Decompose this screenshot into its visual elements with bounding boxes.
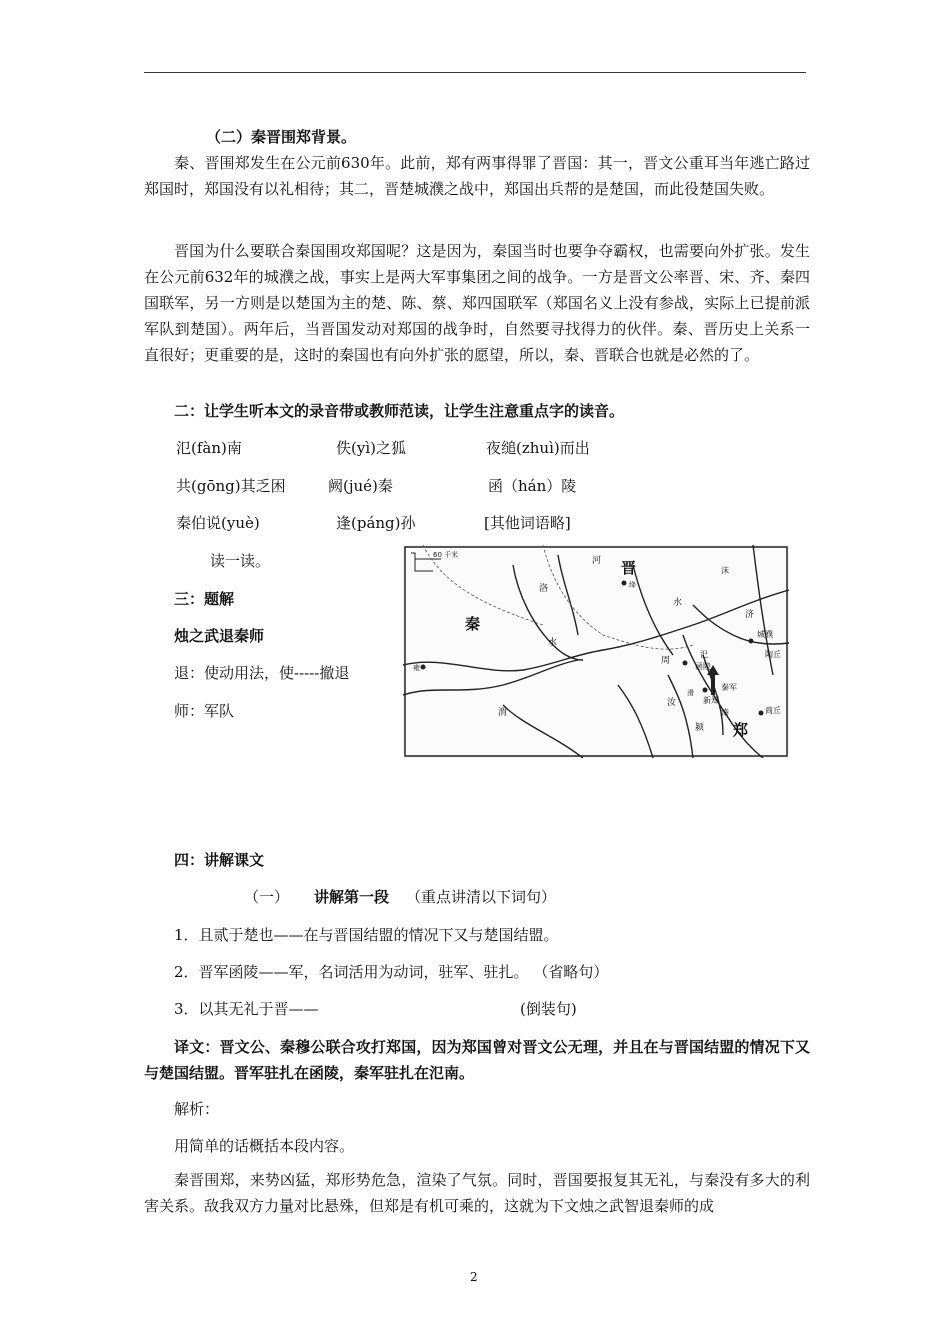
- summary-prompt: 用简单的话概括本段内容。: [174, 1137, 355, 1155]
- section2-heading: 二：让学生听本文的录音带或教师范读，让学生注意重点字的读音。: [174, 402, 625, 420]
- map-label-zheng: 郑: [733, 721, 749, 739]
- pinyin-item: [其他词语略]: [484, 514, 571, 532]
- subsection-title: 讲解第一段: [314, 888, 390, 906]
- header-rule: [144, 72, 806, 73]
- historical-map: [403, 545, 789, 758]
- pinyin-item: 阙(jué)秦: [328, 477, 393, 495]
- pinyin-item: 逢(páng)孙: [336, 514, 416, 532]
- page-number: 2: [470, 1270, 478, 1284]
- map-label: 洛: [539, 584, 549, 594]
- map-label: 雍: [413, 664, 420, 672]
- pinyin-item: 函（hán）陵: [488, 477, 577, 495]
- map-label: 陶丘: [765, 650, 781, 659]
- map-label: 滑: [687, 689, 694, 697]
- analysis-label: 解析：: [174, 1100, 220, 1118]
- map-label: 绛: [629, 581, 636, 589]
- map-label: 颍: [695, 723, 705, 733]
- subsection-number: （一）: [244, 888, 290, 906]
- pinyin-item: 秦伯说(yuè): [176, 514, 260, 532]
- map-label: 汜: [700, 650, 708, 659]
- translation: 译文：晋文公、秦穆公联合攻打郑国，因为郑国曾对晋文公无理，并且在与晋国结盟的情况下又与楚国结盟。晋军驻扎在函陵，秦军驻扎在氾南。: [144, 1038, 810, 1082]
- pinyin-item: 共(gōng)其乏困: [176, 477, 286, 495]
- subsection-note: （重点讲清以下词句）: [406, 888, 557, 906]
- vocab-item: 2．晋军函陵——军，名词活用为动词，驻军、驻扎。 （省略句）: [174, 963, 609, 981]
- background-heading: （二）秦晋围郑背景。: [206, 128, 357, 146]
- pinyin-item: 氾(fàn)南: [176, 439, 242, 457]
- map-label: 渭: [498, 708, 508, 718]
- map-label: 周: [661, 656, 671, 666]
- title-explanation-1: 退：使动用法，使-----撤退: [174, 664, 350, 682]
- map-label: 函陵: [695, 662, 711, 671]
- pinyin-item: 佚(yì)之狐: [336, 439, 406, 457]
- map-label: 河: [592, 556, 602, 566]
- section3-heading: 三：题解: [174, 590, 235, 608]
- map-label: 溱: [721, 708, 729, 717]
- vocab-item: 1．且贰于楚也——在与晋国结盟的情况下又与楚国结盟。: [174, 926, 559, 944]
- lesson-title: 烛之武退秦师: [174, 627, 265, 645]
- map-label: 济: [745, 610, 755, 620]
- map-label: 沫: [721, 566, 729, 575]
- pinyin-item: 夜缒(zhuì)而出: [486, 439, 590, 457]
- map-label: 汝: [667, 698, 677, 708]
- analysis-paragraph: 秦晋围郑，来势凶猛，郑形势危急，渲染了气氛。同时，晋国要报复其无礼，与秦没有多大的利害关系。敌我双方力量对比悬殊，但郑是有机可乘的，这就为下文烛之武智退秦师的成: [144, 1171, 810, 1215]
- map-label-qin: 秦: [465, 615, 481, 633]
- map-label: 新郑: [703, 696, 719, 705]
- map-label: 城濮: [757, 630, 773, 639]
- map-label-jin: 晋: [621, 559, 637, 577]
- section4-heading: 四：讲解课文: [174, 851, 265, 869]
- map-label: 水: [548, 638, 558, 648]
- map-scale: 60 千米: [433, 551, 459, 559]
- map-label: 水: [673, 598, 683, 608]
- background-paragraph-1: 秦、晋围郑发生在公元前630年。此前，郑有两事得罪了晋国：其一，晋文公重耳当年逃亡路过郑国时，郑国没有以礼相待；其二，晋楚城濮之战中，郑国出兵帮的是楚国，而此役楚国失败。: [144, 154, 810, 198]
- vocab-item-note: (倒装句): [520, 1000, 577, 1018]
- read-aloud-text: 读一读。: [210, 552, 271, 570]
- background-paragraph-2: 晋国为什么要联合秦国围攻郑国呢？这是因为，秦国当时也要争夺霸权，也需要向外扩张。发生在公元前632年的城濮之战，事实上是两大军事集团之间的战争。一方是晋文公率晋、宋、齐、秦四国联军，另一方则是以楚国为主的楚、陈、蔡、郑四国联军（郑国名义上没有参战，实际上已提前派军队到楚国）。两年后，当晋国发动对郑国的战争时，自然要寻找得力的伙伴。秦、晋历史上关系一直很好；更重要的是，这时的秦国也有向外扩张的愿望，所以，秦、晋联合也就是必然的了。: [144, 242, 810, 364]
- vocab-item: 3．以其无礼于晋——: [174, 1000, 319, 1018]
- title-explanation-2: 师：军队: [174, 702, 235, 720]
- map-label: 商丘: [765, 706, 781, 715]
- map-label: 秦军: [721, 683, 737, 692]
